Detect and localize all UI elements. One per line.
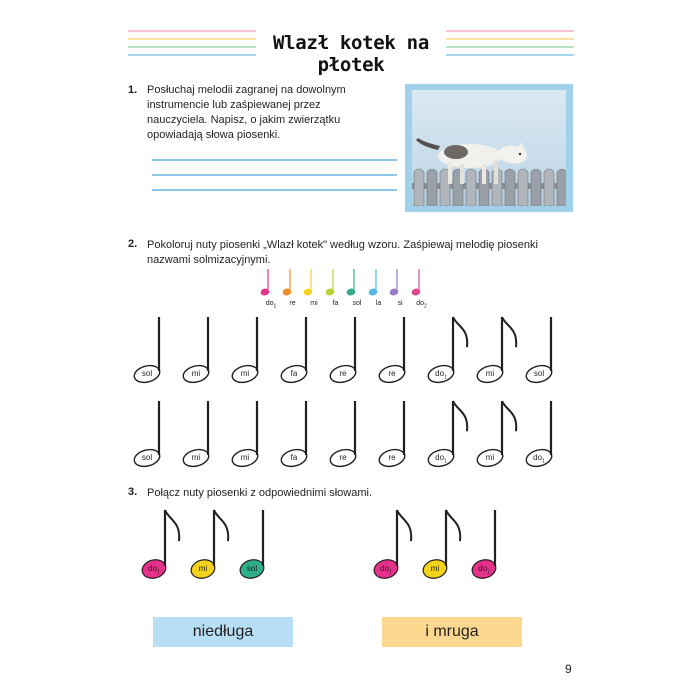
cat-photo (405, 84, 573, 212)
task-1-text (147, 83, 397, 143)
note-label-text: mi (240, 369, 250, 378)
note-label-text: fa (290, 453, 298, 462)
note-label-subscript: 1 (444, 374, 447, 381)
task-3-number: 3. (128, 486, 138, 498)
note-label-text: re (388, 369, 396, 378)
legend-label-text: sol (352, 300, 362, 307)
legend-label-text: do (416, 300, 424, 307)
note-flag (453, 317, 467, 347)
note-label-text: do (148, 564, 158, 573)
note-label (523, 453, 555, 465)
note-label (474, 453, 506, 462)
page-title: Wlazł kotek na płotek (273, 32, 429, 76)
note-label (131, 369, 163, 378)
fence-plank (505, 169, 515, 206)
fence-plank (427, 169, 437, 206)
note-label-text: mi (191, 369, 201, 378)
note-label-subscript: 1 (542, 458, 545, 465)
title-line (128, 30, 256, 32)
legend-label-text: mi (310, 300, 318, 307)
fence-plank (531, 169, 541, 206)
colored-note[interactable] (230, 507, 290, 595)
page-number: 9 (565, 662, 572, 676)
note-flag (397, 510, 411, 541)
writing-line[interactable] (152, 189, 397, 191)
note-label-text: sol (141, 369, 153, 378)
row-note[interactable] (517, 398, 577, 484)
note-label-text: sol (533, 369, 545, 378)
title-line (446, 46, 574, 48)
note-label-subscript: 1 (444, 458, 447, 465)
note-flag (446, 510, 460, 541)
note-label (131, 453, 163, 462)
title-line (446, 38, 574, 40)
task-1-number: 1. (128, 84, 138, 96)
answer-text: i mruga (425, 623, 479, 640)
note-flag (502, 317, 516, 347)
fence-plank (518, 169, 528, 206)
writing-line[interactable] (152, 174, 397, 176)
row-note[interactable] (517, 314, 577, 400)
note-flag (502, 401, 516, 431)
note-label (187, 564, 219, 573)
legend-label-text: re (289, 300, 296, 307)
legend-label-text: la (375, 300, 382, 307)
note-label (376, 369, 408, 378)
note-label (236, 564, 268, 573)
task-1-line: opowiadają słowa piosenki. (147, 129, 281, 141)
colored-note[interactable] (462, 507, 522, 595)
note-label (180, 453, 212, 462)
fence-plank (466, 169, 476, 206)
note-label (419, 564, 451, 573)
note-label (138, 564, 170, 576)
note-label (376, 453, 408, 462)
task-2-number: 2. (128, 238, 138, 250)
note-label (523, 369, 555, 378)
note-label-text: mi (485, 453, 495, 462)
legend-label-subscript: 2 (424, 303, 427, 310)
task-2-text (147, 238, 587, 268)
note-label (229, 453, 261, 462)
answer-box-i-mruga[interactable] (382, 617, 522, 647)
fence-plank (414, 169, 424, 206)
note-label-text: re (388, 453, 396, 462)
note-label (370, 564, 402, 576)
note-label (278, 369, 310, 378)
task-3-text: Połącz nuty piosenki z odpowiednimi słowami. (147, 487, 372, 499)
fence-plank (544, 169, 554, 206)
note-flag (165, 510, 179, 541)
note-label-text: mi (191, 453, 201, 462)
legend-label-text: si (397, 300, 403, 307)
note-flag (453, 401, 467, 431)
note-label-text: re (339, 369, 347, 378)
answer-text: niedługa (192, 623, 254, 640)
title-line (446, 30, 574, 32)
task-2-line: nazwami solmizacyjnymi. (147, 254, 271, 266)
note-label (180, 369, 212, 378)
note-label (278, 453, 310, 462)
note-label-text: do (380, 564, 390, 573)
legend-label-text: do (265, 300, 274, 307)
note-label-subscript: 1 (487, 569, 490, 576)
note-label-text: re (339, 453, 347, 462)
note-label-text: do (435, 369, 445, 378)
answer-box-niedluga[interactable] (153, 617, 293, 647)
writing-line[interactable] (152, 159, 397, 161)
note-label (327, 369, 359, 378)
note-label (327, 453, 359, 462)
note-label-text: do (533, 453, 543, 462)
task-2-line: Pokoloruj nuty piosenki „Wlazł kotek" według wzoru. Zaśpiewaj melodię piosenki (147, 239, 538, 251)
fence (412, 169, 566, 206)
task-1-line: nauczyciela. Napisz, o jakim zwierzątku (147, 114, 341, 126)
legend-label-subscript: 1 (273, 303, 277, 310)
note-label-text: mi (485, 369, 495, 378)
cat-on-fence-illustration (412, 90, 566, 206)
note-label-text: mi (198, 564, 208, 573)
note-label-text: mi (430, 564, 440, 573)
task-1-line: Posłuchaj melodii zagranej na dowolnym (147, 84, 346, 96)
note-label-text: do (478, 564, 488, 573)
title-line (446, 54, 574, 56)
note-label (468, 564, 500, 576)
fence-plank (557, 169, 566, 206)
note-label (474, 369, 506, 378)
note-head (411, 288, 420, 296)
cat-photo-image (412, 90, 566, 206)
note-label (425, 453, 457, 465)
note-label-text: sol (246, 564, 258, 573)
legend-note (394, 266, 454, 318)
note-label-text: do (435, 453, 445, 462)
title-line (128, 54, 256, 56)
note-label-text: mi (240, 453, 250, 462)
note-label-subscript: 1 (389, 569, 392, 576)
note-flag (214, 510, 228, 541)
note-label-text: sol (141, 453, 153, 462)
note-label-text: fa (290, 369, 298, 378)
note-label-subscript: 1 (157, 569, 160, 576)
task-1-line: instrumencie lub zaśpiewanej przez (147, 99, 321, 111)
note-label (425, 369, 457, 381)
note-label (229, 369, 261, 378)
title-line (128, 38, 256, 40)
legend-label-text: fa (332, 300, 339, 307)
legend-label (412, 300, 432, 309)
title-line (128, 46, 256, 48)
